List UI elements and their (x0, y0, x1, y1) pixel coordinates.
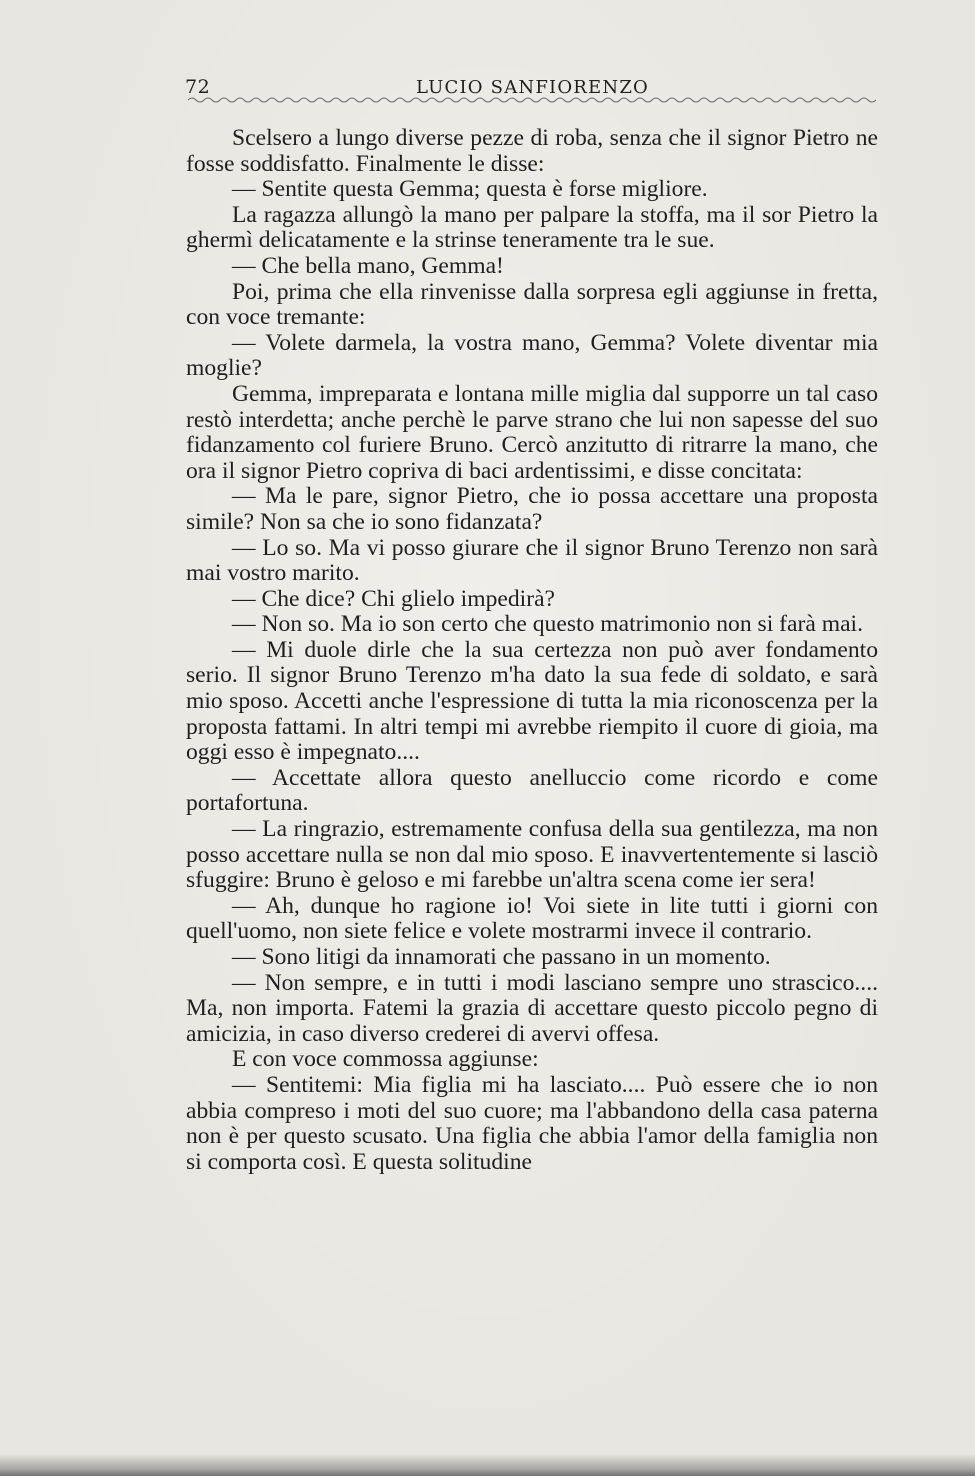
paragraph: — La ringrazio, estremamente confusa della sua gentilezza, ma non posso accettare nulla se non dal mio sposo. E inavvertentemente si lasciò sfuggire: Bruno è geloso e mi farebbe un'altra scena come ier sera! (186, 816, 878, 894)
paragraph: — Sentite questa Gemma; questa è forse migliore. (232, 176, 708, 203)
paragraph: — Volete darmela, la vostra mano, Gemma? Volete diventar mia moglie? (186, 329, 878, 382)
body-text (186, 126, 878, 1175)
paragraph: Poi, prima che ella rinvenisse dalla sorpresa egli aggiunse in fretta, con voce tremante: (186, 278, 878, 331)
paragraph: — Non sempre, e in tutti i modi lasciano sempre uno strascico.... Ma, non importa. Fatemi la grazia di accettare questo piccolo pegno di amicizia, in caso diverso crederei di avervi offesa. (186, 969, 878, 1047)
paragraph: — Ah, dunque ho ragione io! Voi siete in lite tutti i giorni con quell'uomo, non siete felice e volete mostrarmi invece il contrario. (186, 892, 878, 945)
paragraph: — Mi duole dirle che la sua certezza non può aver fondamento serio. Il signor Bruno Terenzo m'ha dato la sua fede di soldato, e sarà mio sposo. Accetti anche l'espressione di tutta la mia riconoscenza per la proposta fattami. In altri tempi mi avrebbe riempito il cuore di gioia, ma oggi esso è impegnato.... (186, 636, 878, 766)
running-title: LUCIO SANFIORENZO (415, 77, 650, 98)
page-number: 72 (185, 76, 211, 98)
paragraph: — Accettate allora questo anelluccio come ricordo e come portafortuna. (186, 764, 878, 817)
paragraph: — Lo so. Ma vi posso giurare che il signor Bruno Terenzo non sarà mai vostro marito. (186, 534, 878, 587)
paragraph: — Sono litigi da innamorati che passano in un momento. (232, 944, 771, 970)
paragraph: — Sentitemi: Mia figlia mi ha lasciato.... Può essere che io non abbia compreso i moti del suo cuore; ma l'abbandono della casa paterna non è per questo scusato. Una figlia che abbia l'amor della famiglia non si comporta così. E questa solitudine (186, 1071, 878, 1175)
paragraph: — Non so. Ma io son certo che questo matrimonio non si farà mai. (232, 611, 864, 638)
decorative-wavy-rule (188, 96, 876, 104)
paragraph: Scelsero a lungo diverse pezze di roba, senza che il signor Pietro ne fosse soddisfatto. Finalmente le disse: (186, 125, 878, 177)
paragraph: E con voce commossa aggiunse: (232, 1046, 539, 1073)
paragraph: — Che dice? Chi glielo impedirà? (232, 585, 556, 612)
scan-bottom-edge (0, 1454, 975, 1476)
paragraph: — Ma le pare, signor Pietro, che io possa accettare una proposta simile? Non sa che io sono fidanzata? (186, 483, 878, 535)
paragraph: — Che bella mano, Gemma! (232, 252, 504, 279)
paragraph: La ragazza allungò la mano per palpare la stoffa, ma il sor Pietro la ghermì delicatamente e la strinse teneramente tra le sue. (186, 201, 878, 254)
paragraph: Gemma, impreparata e lontana mille miglia dal supporre un tal caso restò interdetta; anche perchè le parve strano che lui non sapesse del suo fidanzamento col furiere Bruno. Cercò anzitutto di ritrarre la mano, che ora il signor Pietro copriva di baci ardentissimi, e disse concitata: (186, 380, 878, 484)
